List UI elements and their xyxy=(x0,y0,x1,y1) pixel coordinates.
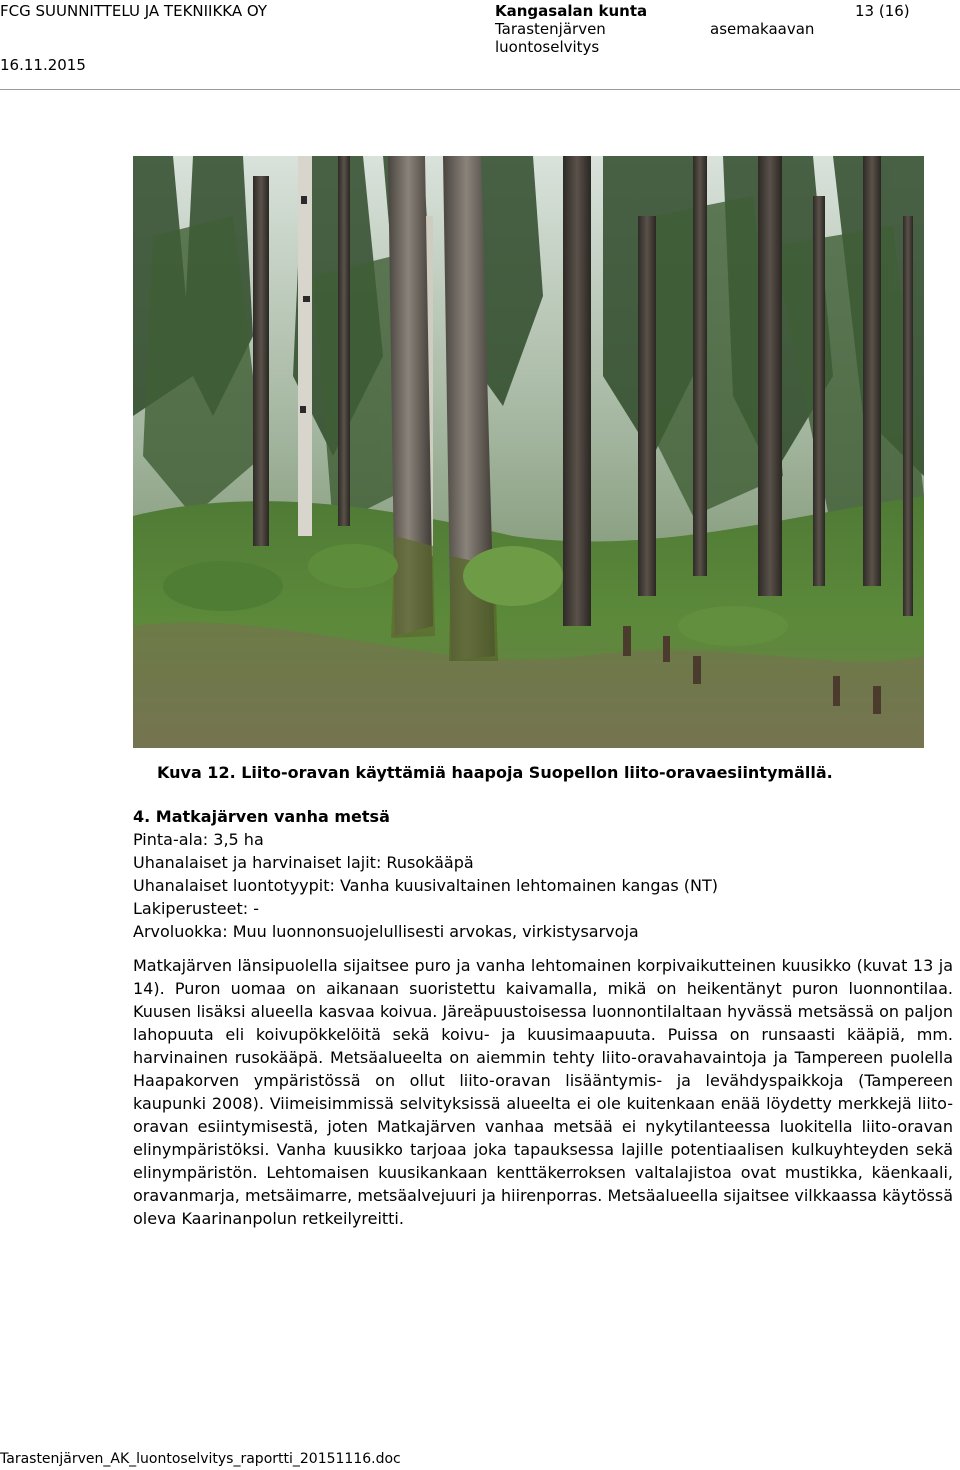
doc-title-line1: Tarastenjärven xyxy=(495,20,606,38)
doc-title-type: asemakaavan xyxy=(710,20,815,38)
company-name: FCG SUUNNITTELU JA TEKNIIKKA OY xyxy=(0,2,268,20)
species-line: Uhanalaiset ja harvinaiset lajit: Rusokääpä xyxy=(133,853,474,872)
body-paragraph: Matkajärven länsipuolella sijaitsee puro ja vanha lehtomainen korpivaikutteinen kuusikko (kuvat 13 ja 14). Puron uomaa on aikanaan suoristettu kaivamalla, mikä on heikentänyt puron luonnontilaa. Kuusen lisäksi alueella kasvaa koivua. Järeäpuustoisessa luonnontilaltaan hyvässä metsässä on paljon lahopuuta eli koivupökkelöitä sekä koivu- ja kuusimaapuuta. Puissa on runsaasti kääpiä, mm. harvinainen rusokääpä. Metsäalueelta on aiemmin tehty liito-oravahavaintoja ja Tampereen puolella Haapakorven ympäristössä on ollut liito-oravan lisääntymis- ja levähdyspaikkoja (Tampereen kaupunki 2008). Viimeisimmissä selvityksissä alueelta ei ole kuitenkaan enää löydetty merkkejä liito-oravan esiintymisestä, joten Matkajärven vanhaa metsää ei nykytilanteessa luokitella liito-oravan elinympäristöksi. Vanha kuusikko tarjoaa joka tapauksessa lajille potentiaalisen kulkuyhteyden sekä elinympäristön. Lehtomaisen kuusikankaan kenttäkerroksen valtalajistoa ovat mustikka, käenkaali, oravanmarja, metsäimarre, metsäalvejuuri ja hiirenporras. Metsäalueella sijaitsee vilkkaassa käytössä oleva Kaarinanpolun retkeilyreitti. xyxy=(133,956,953,1228)
document-date: 16.11.2015 xyxy=(0,56,86,74)
section-info xyxy=(133,805,953,943)
value-class-line: Arvoluokka: Muu luonnonsuojelullisesti arvokas, virkistysarvoja xyxy=(133,922,639,941)
section-title: 4. Matkajärven vanha metsä xyxy=(133,807,390,826)
figure-caption: Kuva 12. Liito-oravan käyttämiä haapoja Suopellon liito-oravaesiintymällä. xyxy=(157,763,833,782)
area-line: Pinta-ala: 3,5 ha xyxy=(133,830,264,849)
page-number: 13 (16) xyxy=(855,2,910,20)
habitats-line: Uhanalaiset luontotyypit: Vanha kuusivaltainen lehtomainen kangas (NT) xyxy=(133,876,719,895)
footer-filename: Tarastenjärven_AK_luontoselvitys_raportti_20151116.doc xyxy=(0,1451,401,1467)
client-name: Kangasalan kunta xyxy=(495,2,648,20)
header-divider xyxy=(0,89,960,90)
forest-photo xyxy=(133,156,924,748)
legal-line: Lakiperusteet: - xyxy=(133,899,259,918)
doc-title-line2: luontoselvitys xyxy=(495,38,600,56)
